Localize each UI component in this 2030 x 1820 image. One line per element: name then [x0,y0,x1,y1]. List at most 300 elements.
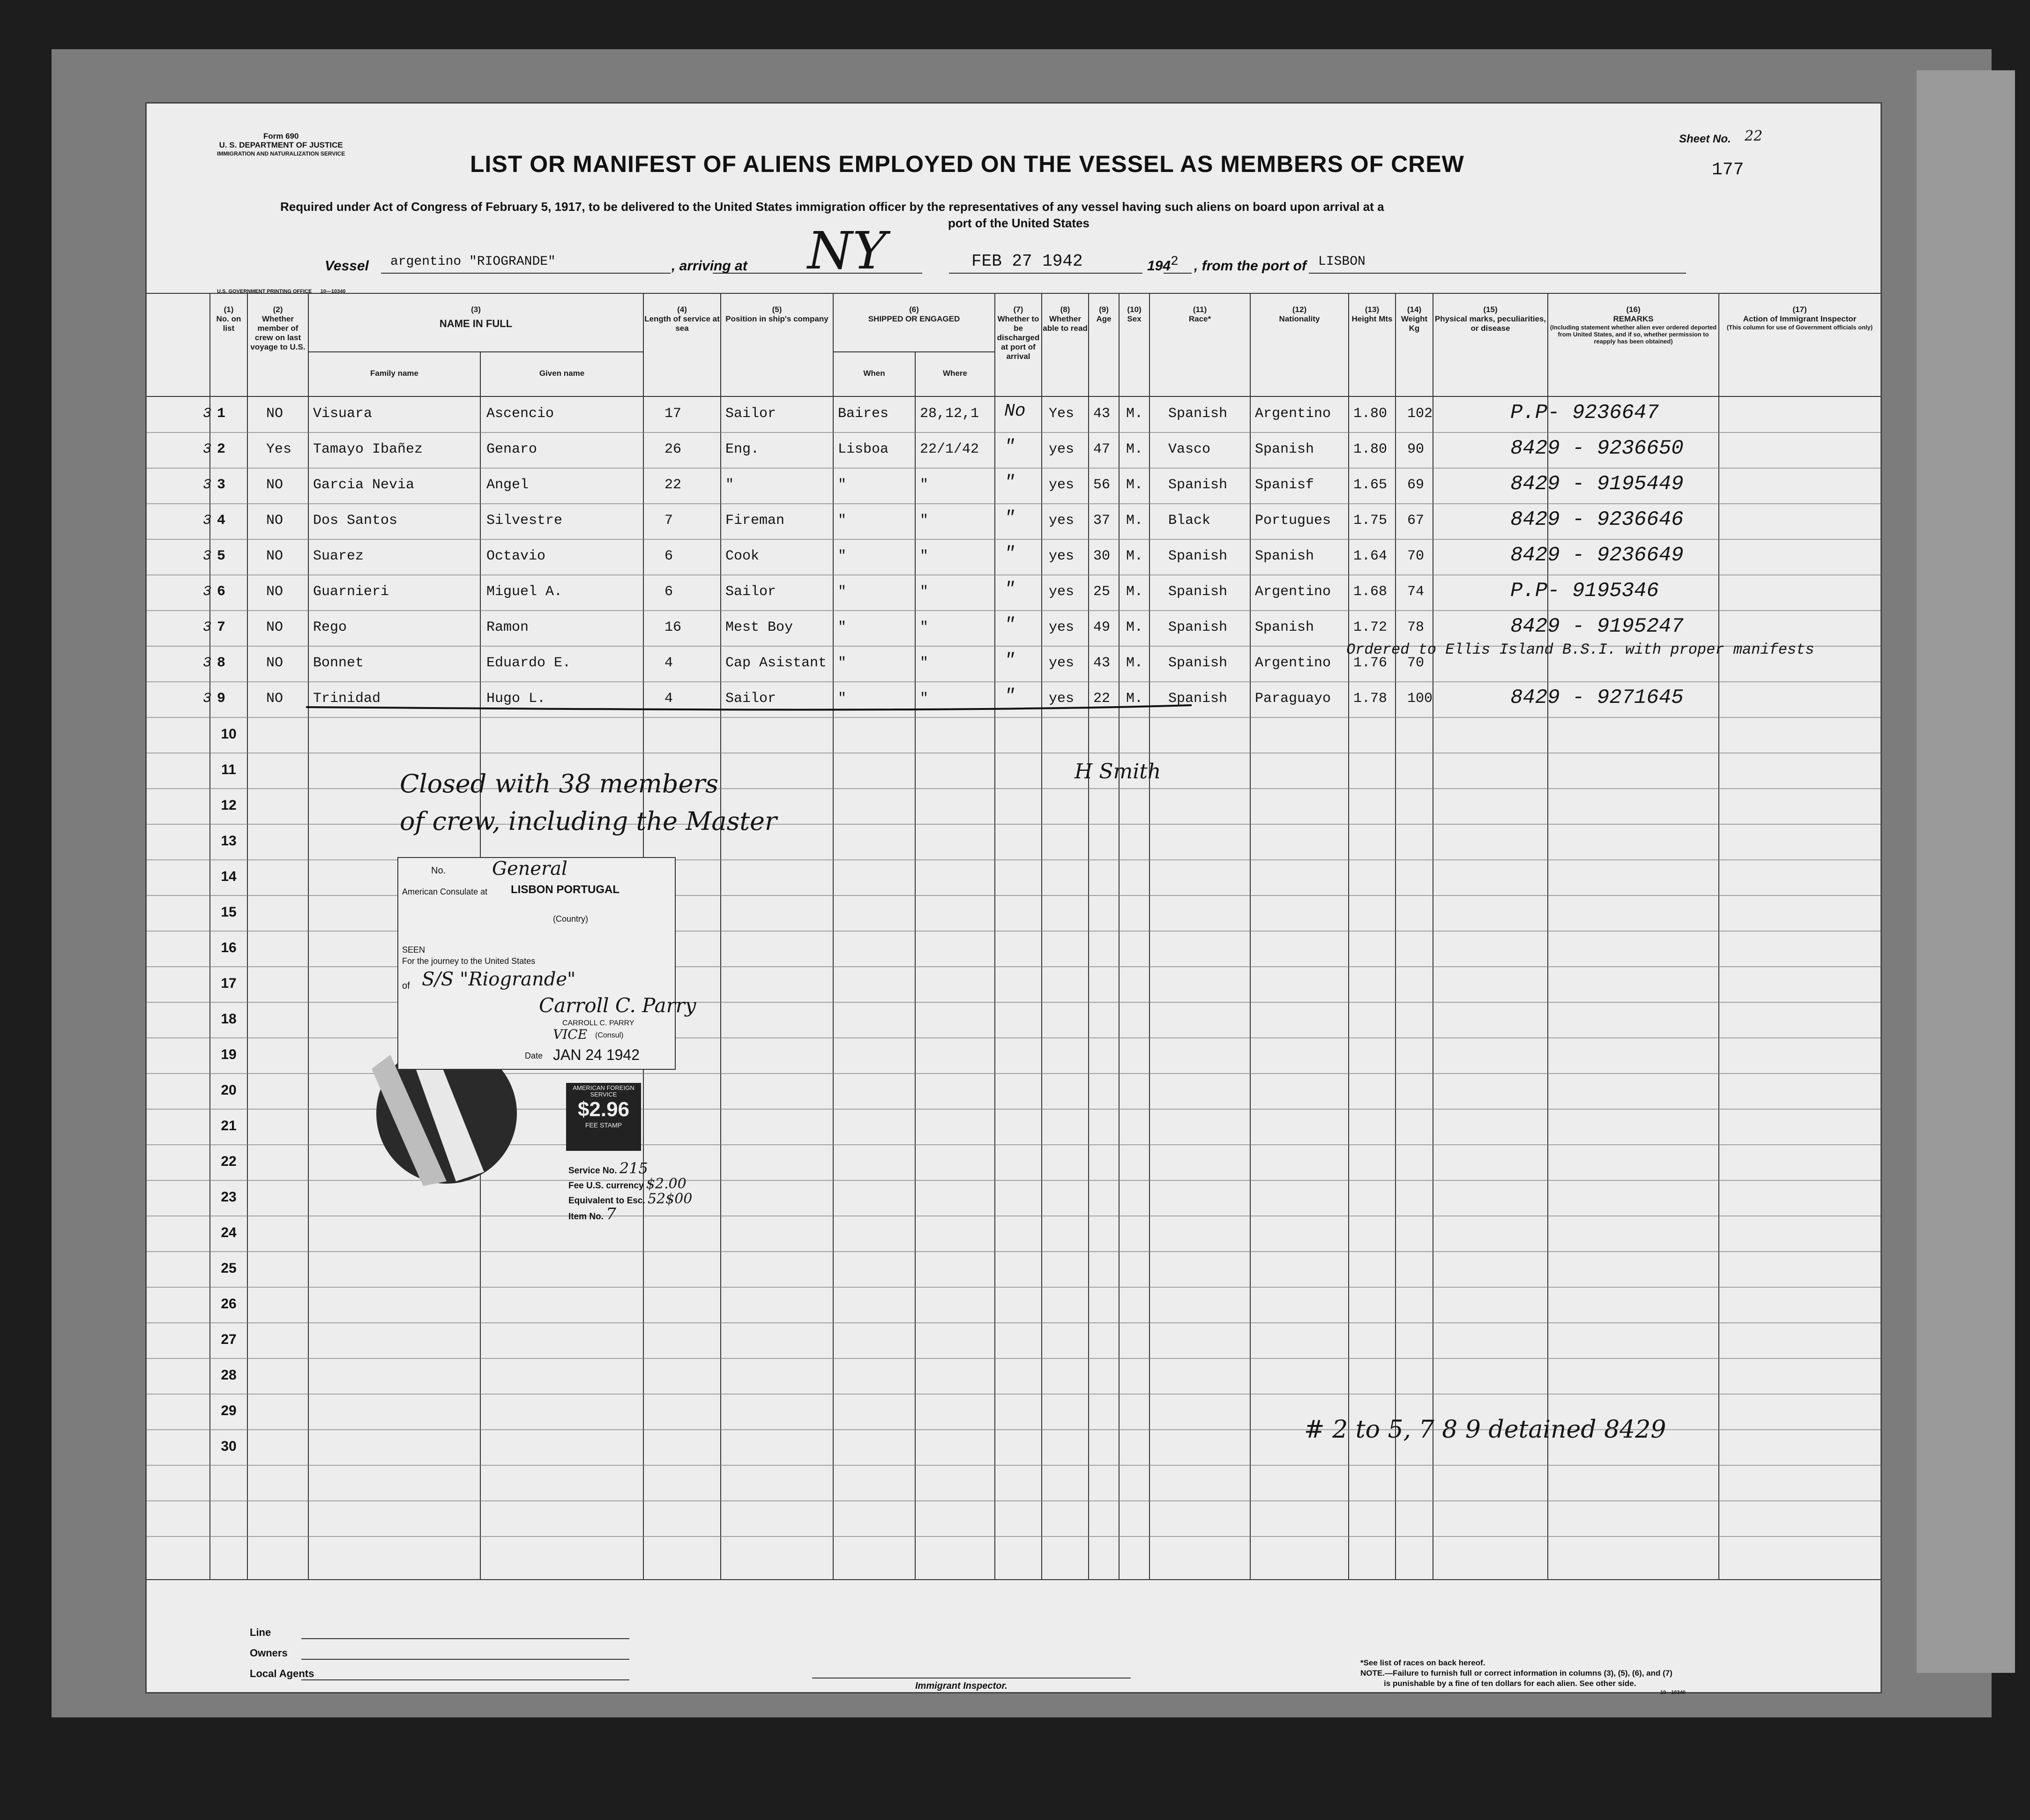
hand-prefix: 3 [203,584,212,600]
col-title: Length of service at sea [644,314,720,333]
shipped-where: " [920,619,929,635]
able-to-read: Yes [1049,406,1075,422]
race: Spanish [1168,655,1228,671]
race: Spanish [1168,477,1228,493]
weight: 102 [1407,406,1433,422]
line-number: 6 [217,584,226,600]
footer-agents-label: Local Agents [250,1668,314,1679]
previous-voyage: NO [266,548,284,564]
fee-stamp [566,1083,641,1151]
col-subtitle: (This column for use of Government officials only) [1726,324,1873,331]
able-to-read: yes [1049,477,1075,493]
position: Sailor [725,406,776,422]
age: 56 [1093,477,1111,493]
remarks: P.P- 9195346 [1510,579,1659,603]
line-number: 4 [217,513,226,529]
sex: M. [1126,406,1143,422]
fee-value: $2.00 [646,1176,687,1192]
remarks: 8429 - 9236650 [1510,437,1684,460]
length-of-service: 7 [664,513,673,529]
col-header-8 [1042,305,1089,333]
position: Cap Asistant [725,655,827,671]
equivalent-row [568,1193,692,1208]
position: Sailor [725,584,776,600]
position: Sailor [725,691,776,707]
sex: M. [1126,441,1143,457]
consulate-label: American Consulate at [402,887,488,896]
shipped-where: " [920,584,929,600]
form-number: Form 690 [263,132,299,141]
consul-title: (Consul) [595,1031,624,1039]
discharged: " [1004,437,1015,457]
position: Eng. [725,441,760,457]
col-num: (11) [1193,305,1207,314]
col-num: (15) [1483,305,1498,314]
col-header-17 [1719,305,1881,331]
col-num: (3) [471,305,481,314]
sex: M. [1126,584,1143,600]
remarks: 8429 - 9195247 [1510,615,1684,638]
hand-prefix: 3 [203,691,212,707]
col-title: NAME IN FULL [439,318,513,329]
col-title: REMARKS [1613,314,1654,323]
nationality: Argentino [1255,406,1331,422]
family-name: Bonnet [313,655,364,671]
footer-owners-label: Owners [250,1647,288,1659]
family-name: Guarnieri [313,584,389,600]
line-number: 3 [217,477,226,493]
line-number: 21 [221,1118,237,1134]
weight: 69 [1407,477,1425,493]
service-no-row [568,1159,692,1178]
col-num: (8) [1060,305,1070,314]
line-number: 20 [221,1082,237,1098]
discharged: " [1004,472,1015,492]
shipped-where: 22/1/42 [920,441,979,457]
mounting-board-edge [1917,70,2015,1673]
immigrant-inspector-label: Immigrant Inspector. [915,1681,1008,1691]
footer-note-2: NOTE.—Failure to furnish full or correct information in columns (3), (5), (6), and (7) [1360,1669,1672,1678]
col-header-12 [1250,305,1349,324]
equivalent-value: 52$00 [647,1191,693,1207]
closed-note-line1: Closed with 38 members [400,769,718,798]
arriving-label: , arriving at [672,258,747,274]
family-name: Dos Santos [313,513,398,529]
weight: 70 [1407,655,1425,671]
stamp-of-label: of [402,981,410,991]
vessel-label: Vessel [325,258,369,274]
stamp-date: JAN 24 1942 [553,1046,640,1063]
col-num: (17) [1792,305,1807,314]
col-title: Race* [1188,314,1211,323]
given-name: Angel [486,477,529,493]
from-port: LISBON [1318,254,1366,269]
given-name: Ramon [486,619,529,635]
remarks: 8429 - 9271645 [1510,686,1684,709]
col-header-15 [1433,305,1548,333]
stamp-no-label: No. [431,865,446,876]
previous-voyage: NO [266,477,284,493]
col-title: Position in ship's company [725,314,828,323]
shipped-when: " [838,691,847,707]
col-num: (14) [1407,305,1422,314]
given-name: Ascencio [486,406,554,422]
nationality: Paraguayo [1255,691,1331,707]
shipped-when: Baires [838,406,889,422]
col-header-3a: Family name [370,369,418,378]
col-num: (4) [677,305,687,314]
form-id-block [217,132,345,158]
age: 25 [1093,584,1111,600]
discharged: " [1004,615,1015,635]
line-number: 30 [221,1439,237,1454]
remarks: Ordered to Ellis Island B.S.I. with proper manifests [1346,641,1814,658]
journey-label: For the journey to the United States [402,956,536,966]
remarks: 8429 - 9236649 [1510,544,1684,567]
able-to-read: yes [1049,548,1075,564]
col-header-9 [1089,305,1119,324]
able-to-read: yes [1049,655,1075,671]
length-of-service: 6 [664,548,673,564]
fee-label: Fee U.S. currency [568,1181,644,1191]
line-number: 13 [221,833,237,849]
weight: 100 [1407,691,1433,707]
nationality: Portugues [1255,513,1331,529]
age: 43 [1093,406,1111,422]
col-title: Nationality [1279,314,1320,323]
col-num: (7) [1013,305,1023,314]
fee-stamp-top: AMERICAN FOREIGN SERVICE [573,1084,634,1098]
col-num: (9) [1099,305,1109,314]
length-of-service: 4 [664,655,673,671]
height: 1.80 [1353,441,1388,457]
nationality: Spanisf [1255,477,1314,493]
previous-voyage: NO [266,691,284,707]
length-of-service: 17 [664,406,682,422]
hand-prefix: 3 [203,655,212,671]
line-number: 18 [221,1011,237,1027]
discharged: " [1004,650,1015,671]
height: 1.64 [1353,548,1388,564]
sex: M. [1126,619,1143,635]
given-name: Hugo L. [486,691,546,707]
col-title: Height Mts [1351,314,1393,323]
previous-voyage: Yes [266,441,292,457]
col-num: (16) [1626,305,1641,314]
country-label: (Country) [553,914,589,924]
item-row [568,1205,692,1223]
sex: M. [1126,691,1143,707]
line-number: 2 [217,441,226,457]
form-subtitle-2: port of the United States [948,216,1090,230]
fee-stamp-value: $2.96 [577,1098,630,1121]
line-number: 14 [221,869,237,884]
seen-label: SEEN [402,945,425,955]
nationality: Spanish [1255,619,1314,635]
line-number: 22 [221,1154,237,1169]
closed-note-line2: of crew, including the Master [400,806,777,836]
weight: 74 [1407,584,1425,600]
form-subtitle: Required under Act of Congress of February 5, 1917, to be delivered to the United States immigration officer by the representatives of any vessel having such aliens on board upon arrival at a [280,200,1384,214]
col-num: (5) [772,305,782,314]
given-name: Eduardo E. [486,655,571,671]
remarks: 8429 - 9236646 [1510,508,1684,531]
line-number: 23 [221,1189,237,1205]
service-name: IMMIGRATION AND NATURALIZATION SERVICE [217,150,345,157]
col-header-6a: When [863,369,885,378]
hand-prefix: 3 [203,477,212,493]
col-title: SHIPPED OR ENGAGED [868,314,960,323]
sheet-number-label: Sheet No. [1679,133,1731,145]
col-header-13 [1349,305,1396,324]
age: 37 [1093,513,1111,529]
able-to-read: yes [1049,691,1075,707]
nationality: Argentino [1255,584,1331,600]
service-no-value: 215 [619,1159,648,1177]
nationality: Argentino [1255,655,1331,671]
line-number: 15 [221,904,237,920]
sheet-number: 22 [1745,128,1763,144]
col-title: Age [1096,314,1112,323]
fee-stamp-bottom: FEE STAMP [585,1121,622,1129]
line-number: 17 [221,976,237,991]
form-title: LIST OR MANIFEST OF ALIENS EMPLOYED ON THE VESSEL AS MEMBERS OF CREW [470,151,1464,177]
age: 43 [1093,655,1111,671]
position: " [725,477,734,493]
service-no-label: Service No. [568,1166,617,1176]
previous-voyage: NO [266,584,284,600]
height: 1.75 [1353,513,1388,529]
line-number: 16 [221,940,237,955]
line-number: 1 [217,406,226,422]
family-name: Trinidad [313,691,381,707]
weight: 70 [1407,548,1425,564]
discharged: No [1004,401,1026,421]
age: 49 [1093,619,1111,635]
col-header-11 [1149,305,1250,324]
race: Spanish [1168,406,1228,422]
hand-prefix: 3 [203,619,212,635]
col-header-10 [1119,305,1149,324]
line-number: 9 [217,691,226,707]
nationality: Spanish [1255,441,1314,457]
given-name: Octavio [486,548,546,564]
race: Vasco [1168,441,1211,457]
length-of-service: 16 [664,619,682,635]
given-name: Genaro [486,441,537,457]
consul-signature: Carroll C. Parry [539,994,696,1017]
printer-code: 10—10340 [320,289,346,294]
line-number: 26 [221,1296,237,1312]
shipped-where: " [920,513,929,529]
footer-note-3: is punishable by a fine of ten dollars for each alien. See other side. [1384,1679,1636,1688]
col-title: No. on list [216,314,241,333]
col-num: (13) [1365,305,1380,314]
discharged: " [1004,508,1015,528]
footer-line-label: Line [250,1626,271,1638]
height: 1.72 [1353,619,1388,635]
shipped-where: " [920,691,929,707]
weight: 67 [1407,513,1425,529]
printer-name: U.S. GOVERNMENT PRINTING OFFICE [217,289,312,294]
race: Spanish [1168,584,1228,600]
age: 22 [1093,691,1111,707]
footer-note-1: *See list of races on back hereof. [1360,1658,1485,1667]
inspector-signature: H Smith [1075,760,1161,783]
line-number: 19 [221,1047,237,1062]
able-to-read: yes [1049,441,1075,457]
col-header-7 [995,305,1042,361]
from-port-label: , from the port of [1194,258,1306,274]
weight: 90 [1407,441,1425,457]
manifest-sheet [145,102,1882,1693]
sex: M. [1126,477,1143,493]
shipped-when: " [838,655,847,671]
discharged: " [1004,544,1015,564]
given-name: Silvestre [486,513,563,529]
col-title: Whether to be discharged at port of arrival [997,314,1040,361]
consul-name: CARROLL C. PARRY [562,1019,634,1027]
height: 1.65 [1353,477,1388,493]
consulate-place: LISBON PORTUGAL [511,883,619,896]
race: Spanish [1168,619,1228,635]
col-header-6 [833,305,995,324]
remarks: 8429 - 9195449 [1510,472,1684,496]
age: 30 [1093,548,1111,564]
year-label: 194 [1147,258,1171,274]
shipped-where: " [920,655,929,671]
family-name: Visuara [313,406,373,422]
stamp-date-label: Date [525,1051,543,1060]
previous-voyage: NO [266,655,284,671]
race: Spanish [1168,691,1228,707]
shipped-where: " [920,477,929,493]
line-number: 28 [221,1367,237,1383]
arrival-date: FEB 27 1942 [971,252,1083,271]
previous-voyage: NO [266,513,284,529]
family-name: Tamayo Ibañez [313,441,423,457]
hand-prefix: 3 [203,548,212,564]
col-header-1 [210,305,247,333]
hand-prefix: 3 [203,406,212,422]
shipped-when: " [838,584,847,600]
able-to-read: yes [1049,513,1075,529]
printer-label [217,289,345,294]
col-title: Weight Kg [1401,314,1428,333]
shipped-when: " [838,619,847,635]
col-header-3b: Given name [539,369,585,378]
col-header-2 [247,305,308,352]
previous-voyage: NO [266,406,284,422]
line-number: 29 [221,1403,237,1418]
family-name: Rego [313,619,347,635]
fee-details [568,1159,693,1223]
shipped-where: " [920,548,929,564]
col-num: (6) [909,305,919,314]
height: 1.80 [1353,406,1388,422]
stamp-ship: S/S "Riogrande" [422,969,576,990]
length-of-service: 6 [664,584,673,600]
stamp-no-value: General [492,858,567,880]
shipped-when: " [838,548,847,564]
able-to-read: yes [1049,619,1075,635]
shipped-when: " [838,477,847,493]
footer-code: 10—10340 [1660,1690,1686,1695]
page-number: 177 [1712,160,1744,180]
line-number: 10 [221,726,237,742]
sex: M. [1126,513,1143,529]
line-number: 27 [221,1332,237,1347]
length-of-service: 26 [664,441,682,457]
shipped-where: 28,12,1 [920,406,979,422]
vice-label: VICE [553,1027,588,1042]
line-number: 25 [221,1261,237,1276]
col-subtitle: (Including statement whether alien ever ordered deported from United States, and if so, whether permission to reapply has been obtained) [1550,324,1717,345]
arrival-port: NY [807,221,887,281]
race: Black [1168,513,1211,529]
position: Cook [725,548,760,564]
equivalent-label: Equivalent to Esc. [568,1196,645,1206]
position: Fireman [725,513,785,529]
family-name: Suarez [313,548,364,564]
shipped-when: " [838,513,847,529]
discharged: " [1004,686,1015,706]
line-number: 11 [221,762,236,777]
sex: M. [1126,548,1143,564]
discharged: " [1004,579,1015,599]
hand-prefix: 3 [203,513,212,529]
line-number: 5 [217,548,226,564]
col-header-5 [721,305,833,324]
height: 1.76 [1353,655,1388,671]
col-title: Sex [1127,314,1142,323]
position: Mest Boy [725,619,793,635]
detained-note: # 2 to 5, 7 8 9 detained 8429 [1304,1416,1666,1444]
col-header-6b: Where [943,369,967,378]
line-number: 7 [217,619,226,635]
vessel-name: argentino "RIOGRANDE" [390,254,556,269]
item-label: Item No. [568,1212,604,1222]
race: Spanish [1168,548,1228,564]
line-number: 12 [221,798,237,813]
family-name: Garcia Nevia [313,477,415,493]
col-header-14 [1396,305,1433,333]
remarks: P.P- 9236647 [1510,401,1659,425]
col-title: Whether member of crew on last voyage to U.S. [250,314,306,351]
col-header-16 [1548,305,1719,345]
previous-voyage: NO [266,619,284,635]
col-title: Action of Immigrant Inspector [1743,314,1857,323]
length-of-service: 22 [664,477,682,493]
age: 47 [1093,441,1111,457]
given-name: Miguel A. [486,584,563,600]
length-of-service: 4 [664,691,673,707]
col-title: Physical marks, peculiarities, or disease [1434,314,1546,333]
hand-prefix: 3 [203,441,212,457]
col-num: (12) [1292,305,1307,314]
height: 1.68 [1353,584,1388,600]
shipped-when: Lisboa [838,441,889,457]
line-number: 24 [221,1225,237,1240]
able-to-read: yes [1049,584,1075,600]
nationality: Spanish [1255,548,1314,564]
col-num: (1) [224,305,234,314]
col-header-3 [308,305,643,328]
col-num: (10) [1127,305,1142,314]
consulate-stamp [397,857,696,1070]
department: U. S. DEPARTMENT OF JUSTICE [219,141,343,149]
col-title: Whether able to read [1043,314,1088,333]
